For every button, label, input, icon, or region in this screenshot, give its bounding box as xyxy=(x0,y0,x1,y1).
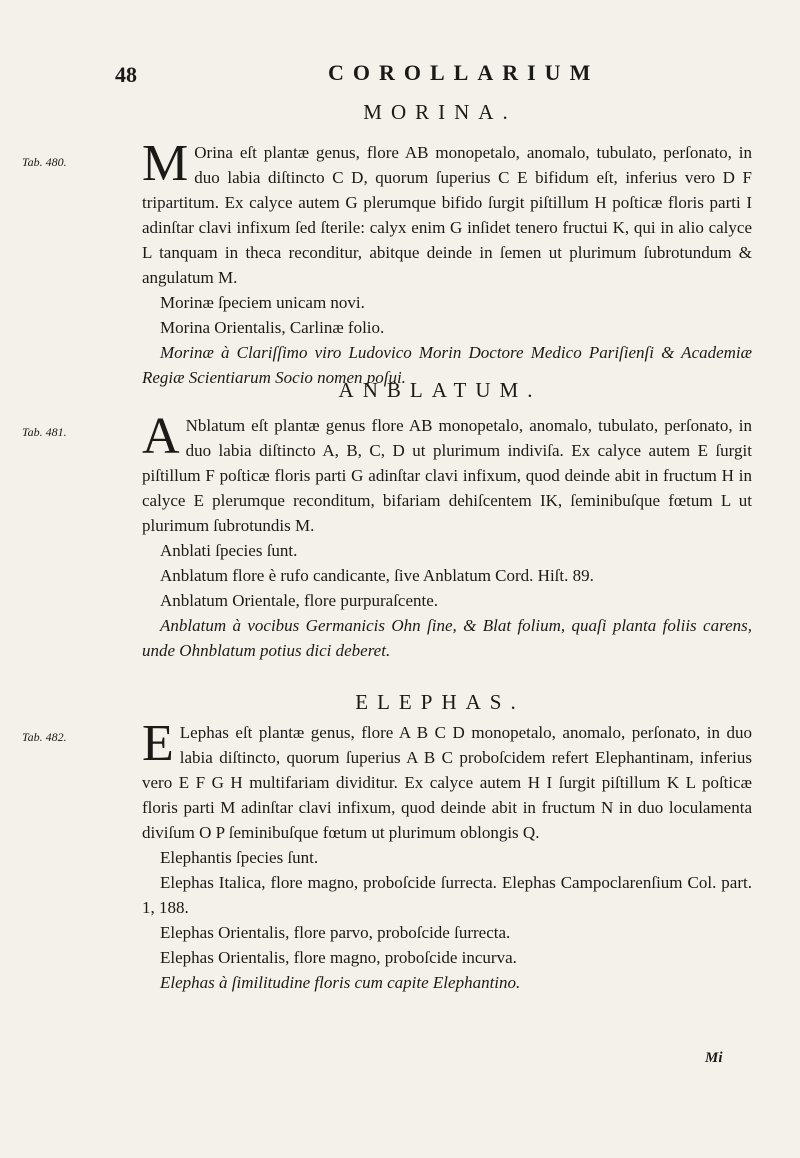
catchword: Mi xyxy=(705,1050,723,1066)
text-line: Morinæ à Clariſſimo viro Ludovico Morin Doctore Medico Pariſienſi & Academiæ Regiæ Scientiarum Socio nomen poſui. xyxy=(142,343,752,387)
running-title: COROLLARIUM xyxy=(328,60,600,85)
page-number: 48 xyxy=(115,62,137,87)
paragraph-text: Lephas eſt plantæ genus, flore A B C D monopetalo, anomalo, perſonato, in duo labia diſtincto, quorum ſuperius A B C proboſcidem refert Elephantinam, inferius vero E F G H multifariam dividitur. Ex calyce autem H I ſurgit piſtillum K L poſticæ floris parti M adinſtar clavi infixum, quod deinde abit in fructum N in duo loculamenta diviſum O P ſeminibuſque fœtum ut plurimum oblongis Q. xyxy=(142,723,752,842)
section-heading-elephas: ELEPHAS. xyxy=(355,690,525,714)
margin-note-tab-482: Tab. 482. xyxy=(22,730,67,744)
section-paragraph xyxy=(142,408,752,538)
text-line: Elephantis ſpecies ſunt. xyxy=(160,848,319,867)
text-line: Anblati ſpecies ſunt. xyxy=(160,541,298,560)
text-line: Anblatum flore è rufo candicante, ſive Anblatum Cord. Hiſt. 89. xyxy=(160,566,594,585)
text-line: Anblatum à vocibus Germanicis Ohn ſine, & Blat folium, quaſi planta foliis carens, unde Ohnblatum potius dici deberet. xyxy=(142,616,752,660)
dropcap: E xyxy=(142,715,174,772)
section-paragraph xyxy=(142,715,752,845)
paragraph-text: Nblatum eſt plantæ genus flore AB monopetalo, anomalo, tubulato, perſonato, in duo labia diſtincto A, B, C, D ut plurimum indiviſa. Ex calyce autem E ſurgit piſtillum F poſticæ floris parti G adinſtar clavi infixum, quod deinde abit in fructum H in calyce E plerumque reconditum, bifariam dehiſcentem IK, ſeminibuſque fœtum L ut plurimum ſubrotundis M. xyxy=(142,416,752,535)
dropcap: M xyxy=(142,135,189,192)
text-line: Elephas à ſimilitudine floris cum capite Elephantino. xyxy=(160,973,521,992)
margin-note-tab-480: Tab. 480. xyxy=(22,155,67,169)
text-line: Elephas Orientalis, flore magno, proboſcide incurva. xyxy=(160,948,517,967)
page-header xyxy=(0,50,800,90)
section-paragraph xyxy=(142,135,752,290)
section-heading-morina: MORINA. xyxy=(363,100,517,124)
section-heading-anblatum: ANBLATUM. xyxy=(338,378,542,402)
text-line: Morinæ ſpeciem unicam novi. xyxy=(160,293,365,312)
section-body-anblatum xyxy=(142,408,752,663)
margin-note-tab-481: Tab. 481. xyxy=(22,425,67,439)
text-line: Elephas Orientalis, flore parvo, proboſcide ſurrecta. xyxy=(160,923,511,942)
paragraph-text: Orina eſt plantæ genus, flore AB monopetalo, anomalo, tubulato, perſonato, in duo labia diſtincto C D, quorum ſuperius C E bifidum eſt, inferius vero D F tripartitum. Ex calyce autem G plerumque bifido ſurgit piſtillum H poſticæ floris parti I adinſtar clavi infixum ſed ſterile: calyx enim G inſidet tenero fructui K, qui in alio calyce L tanquam in theca reconditur, abitque deinde in ſemen ut plurimum ſubrotundum & angulatum M. xyxy=(142,143,752,287)
section-body-elephas xyxy=(142,715,752,995)
text-line: Anblatum Orientale, flore purpuraſcente. xyxy=(160,591,439,610)
section-body-morina xyxy=(142,135,752,390)
text-line: Elephas Italica, flore magno, proboſcide ſurrecta. Elephas Campoclarenſium Col. part. 1, 188. xyxy=(142,873,752,917)
text-line: Morina Orientalis, Carlinæ folio. xyxy=(160,318,385,337)
dropcap: A xyxy=(142,408,180,465)
